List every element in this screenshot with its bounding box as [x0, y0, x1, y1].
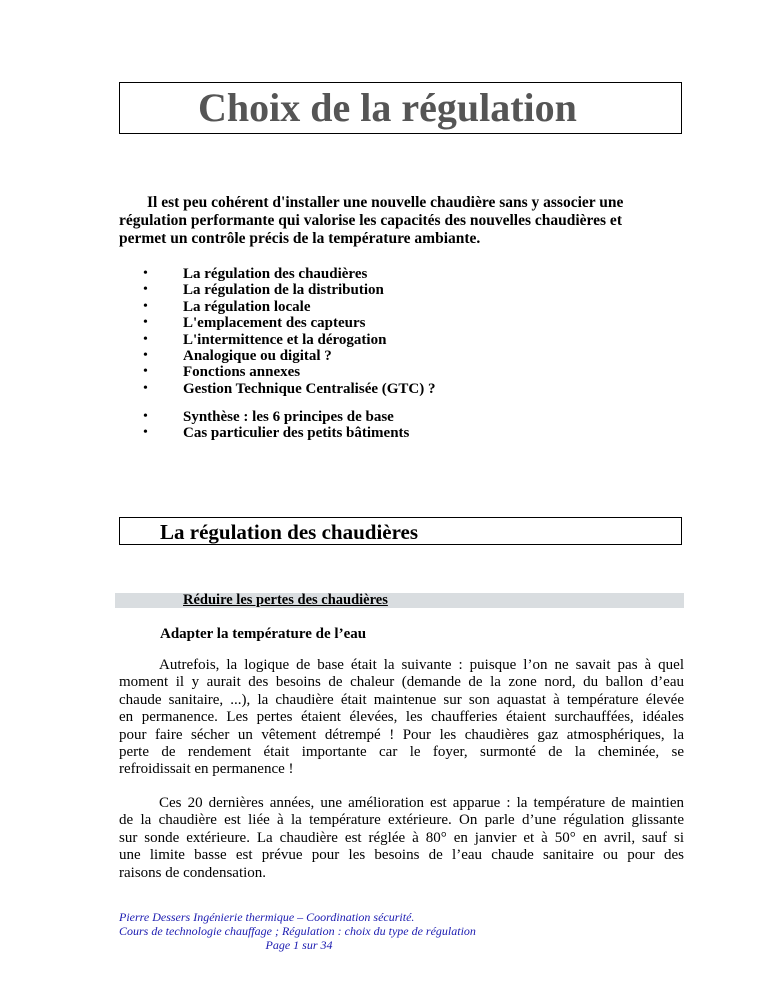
bullet-icon: •: [143, 331, 148, 347]
intro-line: permet un contrôle précis de la température ambiante.: [119, 230, 481, 247]
toc-item[interactable]: [143, 332, 436, 348]
paragraph-line: chaude sanitaire, ...), la chaudière était maintenue sur son aquastat à température élevée: [119, 691, 684, 708]
toc-item[interactable]: [143, 315, 436, 331]
toc-item-label: Analogique ou digital ?: [183, 348, 332, 365]
subheading: Adapter la température de l’eau: [160, 626, 367, 642]
bullet-icon: •: [143, 298, 148, 314]
toc-item-label: Gestion Technique Centralisée (GTC) ?: [183, 380, 436, 397]
paragraph-line: raisons de condensation.: [119, 864, 267, 881]
bullet-icon: •: [143, 364, 148, 380]
toc-item-label: Cas particulier des petits bâtiments: [183, 425, 410, 442]
bullet-icon: •: [143, 425, 148, 441]
bullet-icon: •: [143, 409, 148, 424]
toc-item-label: L'emplacement des capteurs: [183, 315, 366, 332]
toc-item[interactable]: [143, 266, 436, 282]
title-box: [119, 82, 682, 134]
toc-list-main: [143, 266, 436, 397]
toc-item[interactable]: [143, 381, 436, 397]
intro-line: régulation performante qui valorise les capacités des nouvelles chaudières et: [119, 212, 622, 229]
paragraph-line: refroidissait en permanence !: [119, 761, 294, 778]
toc-item[interactable]: [143, 409, 409, 425]
toc-item-label: L'intermittence et la dérogation: [183, 331, 387, 348]
subsection-heading: Réduire les pertes des chaudières: [183, 592, 388, 608]
bullet-icon: •: [143, 266, 148, 281]
page-title: Choix de la régulation: [198, 85, 577, 130]
paragraph-line: Ces 20 dernières années, une amélioration est apparue : la température de maintien: [159, 795, 684, 811]
toc-item-label: La régulation locale: [183, 298, 311, 315]
toc-list-secondary: [143, 409, 409, 442]
section-heading: La régulation des chaudières: [160, 520, 419, 544]
footer-author: Pierre Dessers Ingénierie thermique – Coordination sécurité.: [119, 910, 415, 924]
paragraph-line: de la chaudière est liée à la température extérieure. On parle d’une régulation glissante: [119, 812, 684, 829]
footer-course: Cours de technologie chauffage ; Régulation : choix du type de régulation: [119, 924, 476, 938]
toc-item-label: La régulation de la distribution: [183, 282, 384, 299]
toc-item-label: Fonctions annexes: [183, 364, 301, 381]
intro-paragraph: [119, 194, 685, 248]
paragraph-line: sur sonde extérieure. La chaudière est réglée à 80° en janvier et à 50° en avril, sauf si: [119, 829, 684, 846]
paragraph-line: moment il y aurait des besoins de chaleur (demande de la zone nord, du ballon d’eau: [119, 674, 684, 691]
section-heading-box: [119, 517, 682, 545]
footer-page-number: Page 1 sur 34: [265, 938, 333, 952]
toc-item[interactable]: [143, 299, 436, 315]
paragraph-line: perte de rendement était importante car le foyer, surmonté de la cheminée, se: [119, 744, 684, 761]
page-footer: [119, 910, 479, 952]
toc-item-label: Synthèse : les 6 principes de base: [183, 409, 394, 425]
toc-item[interactable]: [143, 282, 436, 298]
paragraph-1: [119, 657, 684, 779]
subsection-bar: [115, 593, 684, 608]
toc-item-label: La régulation des chaudières: [183, 266, 368, 282]
paragraph-2: [119, 795, 684, 882]
paragraph-line: Autrefois, la logique de base était la suivante : puisque l’on ne savait pas à quel: [159, 657, 684, 673]
toc-item[interactable]: [143, 425, 409, 441]
paragraph-line: une limite basse est prévue pour les besoins de l’eau chaude sanitaire ou pour des: [119, 847, 684, 864]
paragraph-line: pour faire sécher un vêtement détrempé ! Pour les chaudières gaz atmosphériques, la: [119, 726, 684, 743]
bullet-icon: •: [143, 348, 148, 364]
toc-item[interactable]: [143, 348, 436, 364]
bullet-icon: •: [143, 380, 148, 396]
intro-line: Il est peu cohérent d'installer une nouvelle chaudière sans y associer une: [147, 194, 624, 211]
bullet-icon: •: [143, 282, 148, 298]
toc-item[interactable]: [143, 364, 436, 380]
bullet-icon: •: [143, 315, 148, 331]
paragraph-line: en permanence. Les pertes étaient élevées, les chaufferies étaient surchauffées, idéales: [119, 709, 684, 726]
